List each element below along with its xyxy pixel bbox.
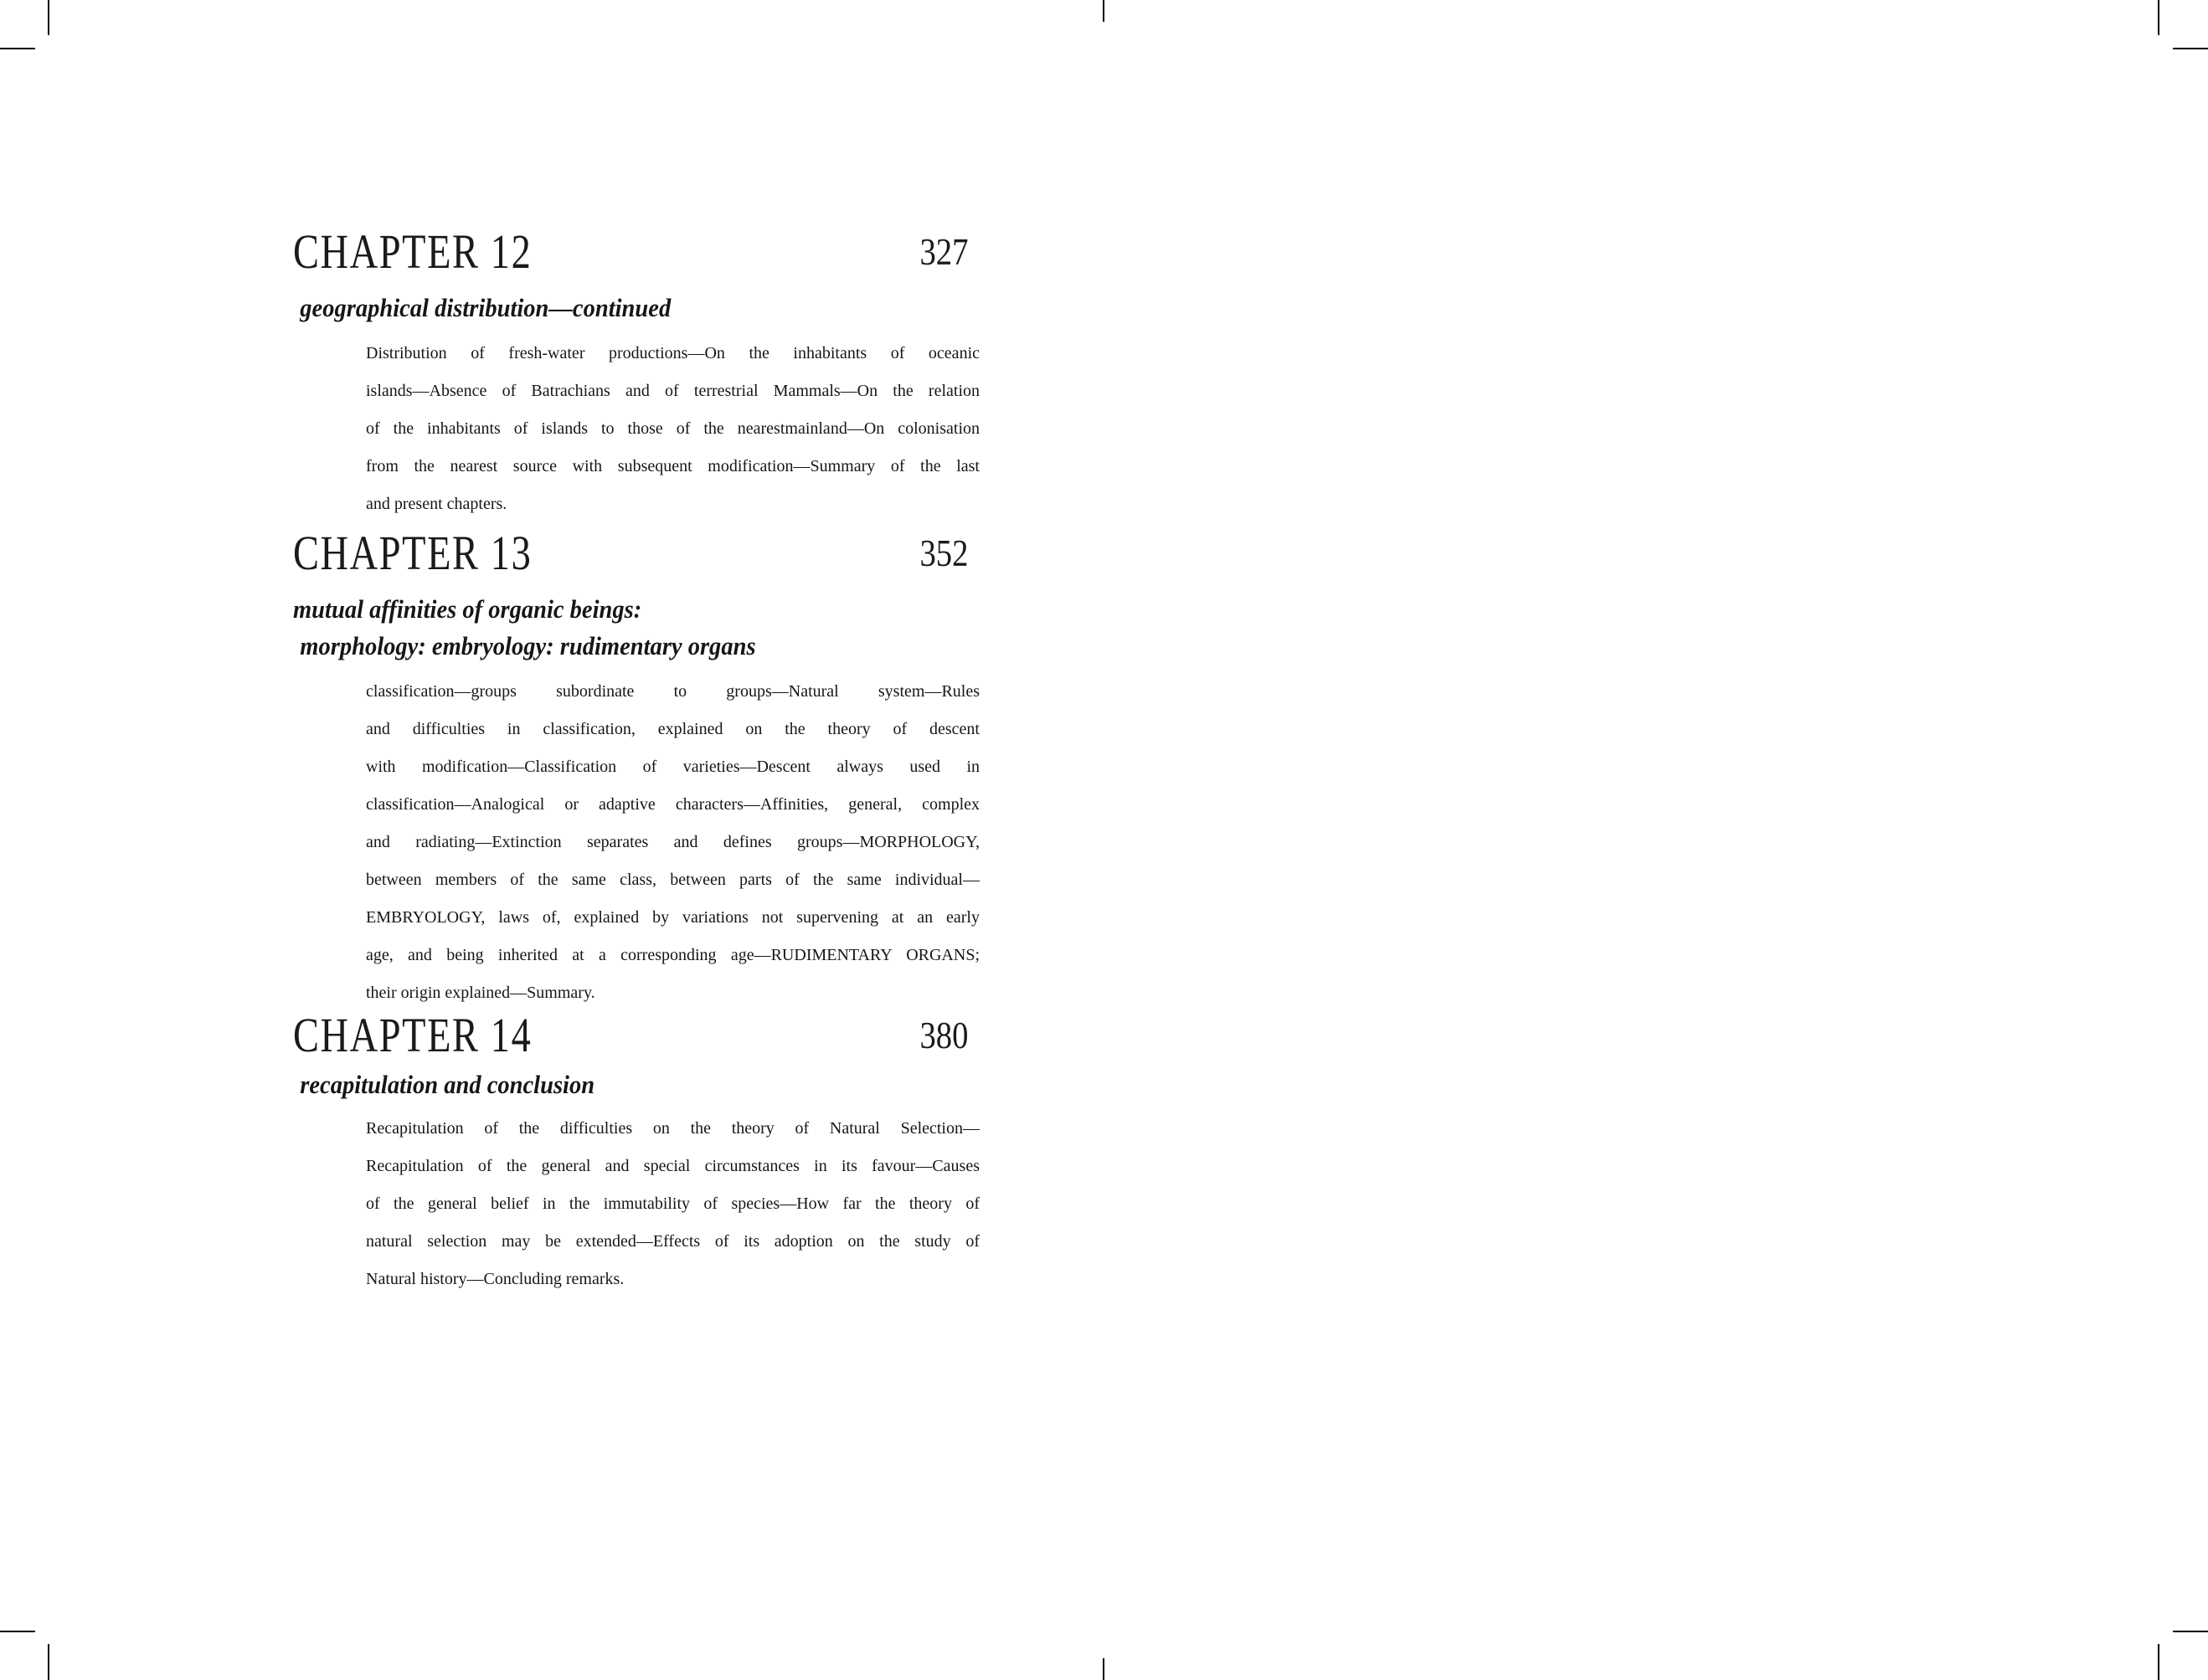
- chapter-summary: [366, 335, 980, 523]
- crop-mark-bottom-left-vertical: [48, 1644, 49, 1680]
- crop-mark-bottom-left-horizontal: [0, 1631, 35, 1632]
- chapter-summary-line: classification—groups subordinate to groups—Natural system—Rules: [366, 682, 980, 701]
- toc-entry-chapter-13: [293, 527, 980, 1012]
- chapter-summary-line: with modification—Classification of varieties—Descent always used in: [366, 758, 980, 776]
- crop-mark-top-right-horizontal: [2173, 48, 2208, 49]
- chapter-heading: CHAPTER 12: [293, 224, 533, 279]
- chapter-summary-line: of the inhabitants of islands to those of the nearestmainland—On colonisation: [366, 419, 980, 438]
- chapter-summary-line: islands—Absence of Batrachians and of terrestrial Mammals—On the relation: [366, 382, 980, 400]
- chapter-subtitle: [293, 1066, 980, 1103]
- chapter-page-number: 380: [919, 1015, 968, 1056]
- chapter-summary: [366, 673, 980, 1012]
- toc-entry-chapter-12: [293, 226, 980, 523]
- chapter-heading: CHAPTER 14: [293, 1008, 533, 1062]
- chapter-subtitle-line: morphology: embryology: rudimentary organs: [300, 631, 756, 660]
- crop-mark-bottom-middle-vertical: [1103, 1658, 1104, 1680]
- chapter-summary-line: age, and being inherited at a corresponding age—RUDIMENTARY ORGANS;: [366, 946, 980, 964]
- chapter-subtitle-line: geographical distribution—continued: [300, 293, 672, 322]
- chapter-summary-line: and difficulties in classification, explained on the theory of descent: [366, 720, 980, 738]
- chapter-subtitle: [293, 290, 980, 326]
- chapter-summary-line: their origin explained—Summary.: [366, 984, 595, 1002]
- chapter-summary-line: Recapitulation of the general and special circumstances in its favour—Causes: [366, 1157, 980, 1175]
- chapter-summary-line: Distribution of fresh-water productions—On the inhabitants of oceanic: [366, 344, 980, 362]
- chapter-heading: CHAPTER 13: [293, 526, 533, 580]
- chapter-subtitle: [293, 591, 980, 665]
- chapter-summary-line: natural selection may be extended—Effects of its adoption on the study of: [366, 1232, 980, 1251]
- chapter-summary-line: Recapitulation of the difficulties on the theory of Natural Selection—: [366, 1119, 980, 1138]
- chapter-summary-line: and present chapters.: [366, 495, 507, 513]
- crop-mark-top-left-horizontal: [0, 48, 35, 49]
- chapter-summary: [366, 1110, 980, 1298]
- toc-entry-chapter-14: [293, 1010, 980, 1298]
- crop-mark-top-right-vertical: [2158, 0, 2159, 35]
- crop-mark-bottom-right-horizontal: [2173, 1631, 2208, 1632]
- crop-mark-top-left-vertical: [48, 0, 49, 35]
- chapter-summary-line: EMBRYOLOGY, laws of, explained by variations not supervening at an early: [366, 908, 980, 927]
- chapter-summary-line: between members of the same class, between parts of the same individual—: [366, 871, 980, 889]
- chapter-heading-row: [293, 527, 980, 579]
- chapter-summary-line: from the nearest source with subsequent modification—Summary of the last: [366, 457, 980, 475]
- chapter-summary-line: Natural history—Concluding remarks.: [366, 1270, 625, 1288]
- chapter-subtitle-line: mutual affinities of organic beings:: [293, 594, 642, 624]
- chapter-summary-line: classification—Analogical or adaptive characters—Affinities, general, complex: [366, 795, 980, 814]
- chapter-page-number: 327: [919, 231, 968, 273]
- chapter-summary-line: of the general belief in the immutability of species—How far the theory of: [366, 1194, 980, 1213]
- chapter-heading-row: [293, 226, 980, 278]
- crop-mark-bottom-right-vertical: [2158, 1644, 2159, 1680]
- crop-mark-top-middle-vertical: [1103, 0, 1104, 22]
- chapter-summary-line: and radiating—Extinction separates and defines groups—MORPHOLOGY,: [366, 833, 980, 851]
- chapter-page-number: 352: [919, 532, 968, 574]
- chapter-subtitle-line: recapitulation and conclusion: [300, 1070, 595, 1099]
- chapter-heading-row: [293, 1010, 980, 1061]
